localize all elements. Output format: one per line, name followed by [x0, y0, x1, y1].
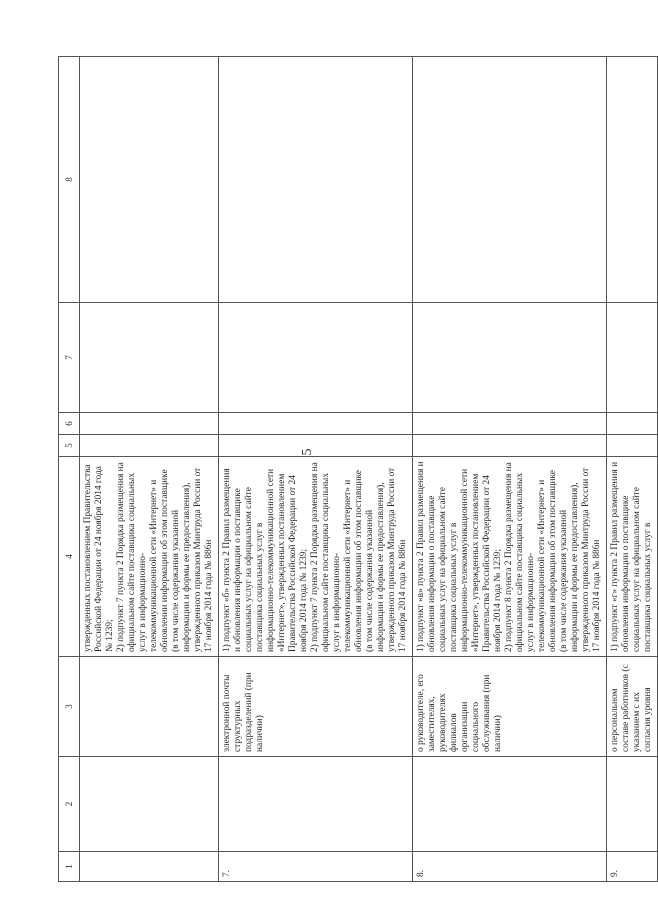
table-row: [80, 57, 219, 882]
row-indicator: о руководителе, его заместителях, руководителях филиалов организации социального обслуживания (при наличии): [413, 657, 607, 757]
row-col-2: [413, 757, 607, 852]
table-header-row: [59, 57, 80, 882]
row-col-2: [607, 757, 658, 852]
row-col-5: [413, 435, 607, 457]
header-col-5: 5: [59, 435, 80, 457]
row-col-7: [219, 303, 413, 413]
row-number: 8.: [413, 852, 607, 882]
row-col-8: [80, 57, 219, 303]
header-col-3: 3: [59, 657, 80, 757]
row-col-7: [80, 303, 219, 413]
row-col-6: [219, 413, 413, 435]
header-col-8: 8: [59, 57, 80, 303]
row-col-5: [219, 435, 413, 457]
row-col-7: [607, 303, 658, 413]
header-col-2: 2: [59, 757, 80, 852]
row-number: 9.: [607, 852, 658, 882]
row-indicator: о персональном составе работников (с указанием с их согласия уровня: [607, 657, 658, 757]
row-legal-basis: утвержденных постановлением Правительства Российской Федерации от 24 ноября 2014 года № 1239; 2) подпункт 7 пункта 2 Порядка размещения на официальном сайте поставщика социальных услуг в информационно-телекоммуникационной сети «Интернет» и обновлении информации об этом поставщике (в том числе содержания указанной информации и формы ее предоставления), утвержденного приказом Минтруда России от 17 ноября 2014 года № 886н: [80, 457, 219, 657]
row-indicator: электронной почты структурных подразделений (при наличии): [219, 657, 413, 757]
table-row: [219, 57, 413, 882]
row-col-5: [80, 435, 219, 457]
row-col-8: [607, 57, 658, 303]
row-col-7: [413, 303, 607, 413]
row-number: [80, 852, 219, 882]
row-col-6: [80, 413, 219, 435]
row-indicator: [80, 657, 219, 757]
row-col-2: [219, 757, 413, 852]
row-number: 7.: [219, 852, 413, 882]
header-col-6: 6: [59, 413, 80, 435]
row-legal-basis: 1) подпункт «г» пункта 2 Правил размещения и обновления информации о поставщике социальных услуг на официальном сайте поставщика социальных услуг в: [607, 457, 658, 657]
header-col-7: 7: [59, 303, 80, 413]
row-legal-basis: 1) подпункт «б» пункта 2 Правил размещения и обновления информации о поставщике социальных услуг на официальном сайте поставщика социальных услуг в информационно-телекоммуникационной сети «Интернет», утвержденных постановлением Правительства Российской Федерации от 24 ноября 2014 года № 1239; 2) подпункт 7 пункта 2 Порядка размещения на официальном сайте поставщика социальных услуг в информационно-телекоммуникационной сети «Интернет» и обновления информации об этом поставщике (в том числе содержания указанной информации и формы ее предоставления), утвержденного приказом Минтруда России от 17 ноября 2014 года № 886н: [219, 457, 413, 657]
row-col-6: [413, 413, 607, 435]
row-col-8: [219, 57, 413, 303]
page-number: 5: [300, 448, 315, 456]
row-col-6: [607, 413, 658, 435]
row-col-8: [413, 57, 607, 303]
row-col-2: [80, 757, 219, 852]
table-row: [413, 57, 607, 882]
rotated-page-content: [58, 57, 653, 882]
requirements-table: [58, 56, 658, 882]
table-row: [607, 57, 658, 882]
row-col-5: [607, 435, 658, 457]
header-col-4: 4: [59, 457, 80, 657]
header-col-1: 1: [59, 852, 80, 882]
row-legal-basis: 1) подпункт «в» пункта 2 Правил размещения и обновления информации о поставщике социальных услуг на официальном сайте поставщика социальных услуг в информационно-телекоммуникационной сети «Интернет», утвержденных постановлением Правительства Российской Федерации от 24 ноября 2014 года № 1239; 2) подпункт 8 пункта 2 Порядка размещения на официальном сайте поставщика социальных услуг в информационно-телекоммуникационной сети «Интернет» и обновления информации об этом поставщике (в том числе содержания указанной информации и формы ее предоставления), утвержденного приказом Минтруда России от 17 ноября 2014 года № 886н: [413, 457, 607, 657]
